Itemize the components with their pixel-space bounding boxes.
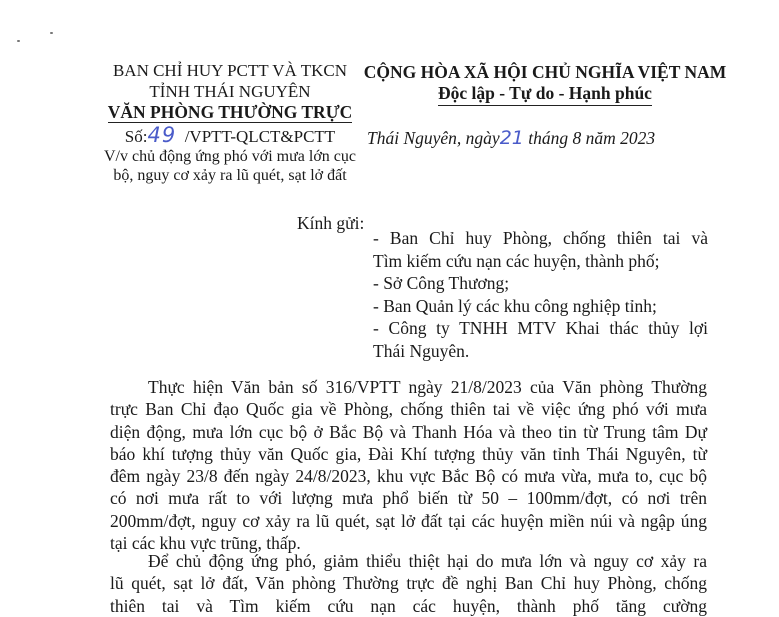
place-and-date	[367, 127, 655, 149]
paragraph-line: lũ quét, sạt lở đất, Văn phòng Thường trực đề nghị Ban Chỉ huy Phòng, chống	[110, 573, 707, 594]
scan-speck	[50, 32, 53, 34]
recipient-line: - Sở Công Thương;	[373, 273, 510, 293]
agency-line-1: BAN CHỈ HUY PCTT VÀ TKCN	[112, 61, 348, 80]
date-suffix: tháng 8 năm 2023	[523, 128, 656, 148]
country-name: CỘNG HÒA XÃ HỘI CHỦ NGHĨA VIỆT NAM	[363, 62, 727, 82]
paragraph-line: đêm ngày 23/8 đến ngày 24/8/2023, khu vực Bắc Bộ có mưa vừa, mưa to, cục bộ	[110, 466, 707, 487]
recipient-line: Tìm kiếm cứu nạn các huyện, thành phố;	[373, 250, 660, 271]
recipient-line: - Ban Chỉ huy Phòng, chống thiên tai và	[373, 228, 708, 248]
handwritten-day: 21	[499, 127, 524, 149]
recipient-line: - Ban Quản lý các khu công nghiệp tỉnh;	[373, 295, 657, 316]
recipient-line: Thái Nguyên.	[373, 340, 470, 361]
national-header-block	[360, 62, 730, 106]
agency-line-2: TỈNH THÁI NGUYÊN	[149, 82, 311, 101]
number-prefix: Số:	[124, 127, 148, 146]
document-number	[80, 125, 380, 147]
paragraph-line: trực Ban Chỉ đạo Quốc gia về Phòng, chống thiên tai về việc ứng phó với mưa	[110, 399, 707, 420]
paragraph-line: thiên tai và Tìm kiếm cứu nạn các huyện, thành phố tăng cường	[110, 595, 707, 616]
handwritten-number: 49	[147, 123, 177, 147]
paragraph-line: tại các khu vực trũng, thấp.	[110, 533, 301, 554]
paragraph-line: có nơi mưa rất to với lượng mưa phổ biến từ 50 – 100mm/đợt, có nơi trên	[110, 488, 707, 509]
scan-speck	[17, 40, 20, 42]
body-paragraph-1	[110, 376, 707, 554]
paragraph-line: báo khí tượng thủy văn Quốc gia, Đài Khí tượng thủy văn tỉnh Thái Nguyên, từ	[110, 443, 707, 464]
date-prefix: Thái Nguyên, ngày	[367, 128, 500, 148]
recipients-label: Kính gửi:	[297, 213, 365, 233]
paragraph-line: Thực hiện Văn bản số 316/VPTT ngày 21/8/2023 của Văn phòng Thường	[148, 377, 707, 397]
paragraph-line: diện động, mưa lớn cục bộ ở Bắc Bộ và Thanh Hóa và theo tin từ Trung tâm Dự	[110, 421, 707, 442]
paragraph-line: Để chủ động ứng phó, giảm thiểu thiệt hại do mưa lớn và nguy cơ xảy ra	[148, 551, 707, 571]
subject-line-1: V/v chủ động ứng phó với mưa lớn cục	[103, 148, 356, 165]
agency-office-name-text: VĂN PHÒNG THƯỜNG TRỰC	[107, 102, 353, 122]
subject-line-2: bộ, nguy cơ xảy ra lũ quét, sạt lở đất	[113, 167, 347, 184]
number-suffix: /VPTT-QLCT&PCTT	[184, 127, 336, 146]
issuing-agency-block	[80, 60, 380, 185]
national-motto: Độc lập - Tự do - Hạnh phúc	[438, 83, 652, 106]
recipients-list	[373, 227, 708, 362]
recipient-line: - Công ty TNHH MTV Khai thác thủy lợi	[373, 318, 708, 338]
paragraph-line: 200mm/đợt, nguy cơ xảy ra lũ quét, sạt lở đất tại các huyện miền núi và ngập úng	[110, 510, 707, 531]
agency-office-name	[80, 102, 380, 123]
body-paragraph-2	[110, 550, 707, 617]
